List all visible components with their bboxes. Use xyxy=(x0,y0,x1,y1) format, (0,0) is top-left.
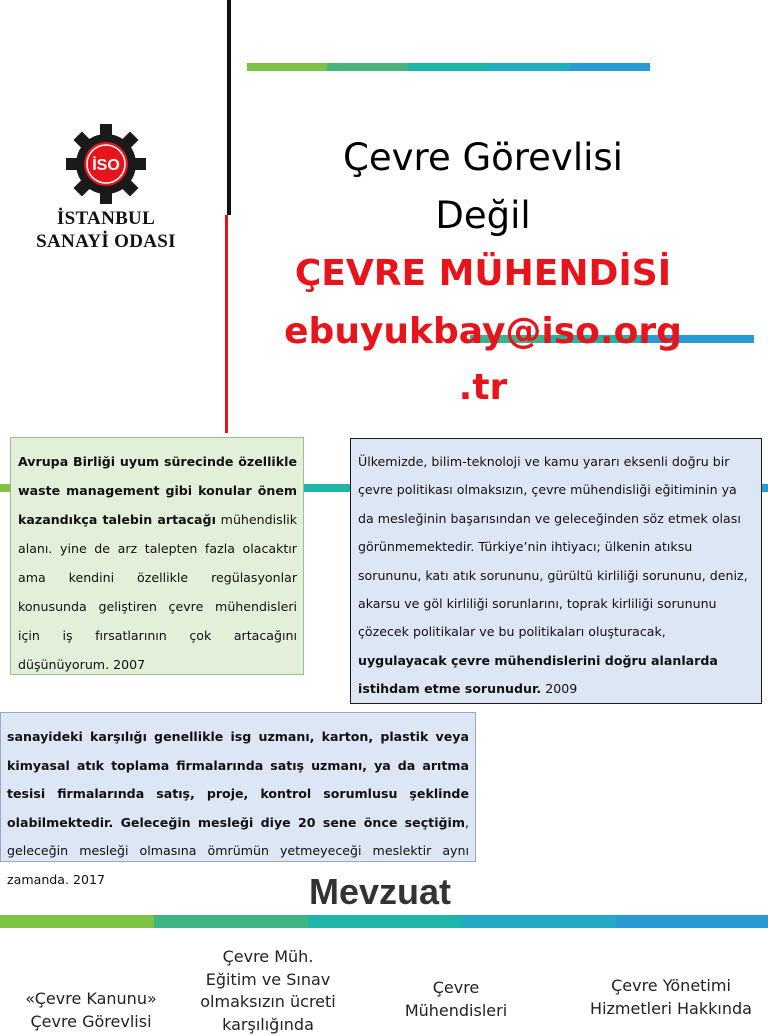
gear-logo-icon xyxy=(66,124,146,204)
quote-2009-year: 2009 xyxy=(541,681,578,697)
title-line-2: Değil xyxy=(435,194,531,237)
title-line-1: Çevre Görevlisi xyxy=(343,136,623,179)
logo-line-1: İSTANBUL xyxy=(56,208,156,229)
logo-emblem-text: İSO xyxy=(92,157,120,174)
quote-box-2009 xyxy=(350,438,762,704)
title-line-3: ÇEVRE MÜHENDİSİ xyxy=(294,253,672,294)
column-cevre-yonetimi: Çevre Yönetimi Hizmetleri Hakkında xyxy=(590,976,752,1018)
quote-2009-bold: uygulayacak çevre mühendislerini doğru alanlarda istihdam etme sorunudur. xyxy=(358,652,718,697)
quote-box-2017 xyxy=(0,712,476,887)
logo-line-2: SANAYİ ODASI xyxy=(36,231,176,252)
quote-2007-bold: Avrupa Birliği uyum sürecinde özellikle waste management gibi konular önem kazandıkça talebin artacağı xyxy=(18,454,297,527)
quote-box-2007 xyxy=(10,437,304,675)
quote-2009-text: Ülkemizde, bilim-teknoloji ve kamu yararı eksenli doğru bir çevre politikası olmaksızın, çevre mühendisliği eğitiminin ya da mesleğinin başarısından ve geleceğinden söz etmek olası görünmemektedir. Türkiye’nin ihtiyacı; ülkenin atıksu sorununu, katı atık sorununu, gürültü kirliliği sorununu, deniz, akarsu ve göl kirliliği sorunlarını, toprak kirliliği sorununu çözecek politikalar ve bu politikaları oluşturacak, xyxy=(358,454,748,640)
section-heading: Mevzuat xyxy=(308,871,452,912)
quote-2017-bold: sanayideki karşılığı genellikle isg uzmanı, karton, plastik veya kimyasal atık toplama firmalarında satış uzmanı, ya da arıtma tesisi firmalarında satış, proje, kontrol sorumlusu şeklinde olabilmektedir. Geleceğin mesleği diye 20 sene önce seçtiğim xyxy=(7,729,469,830)
column-cevre-kanunu: «Çevre Kanunu» Çevre Görevlisi xyxy=(25,989,157,1031)
quote-2007-text: mühendislik alanı. yine de arz talepten fazla olacaktır ama kendini özellikle regülasyonlar konusunda geliştiren çevre mühendisleri için iş fırsatlarının çok artacağını düşünüyorum. 2007 xyxy=(18,512,297,672)
divider-vertical-black xyxy=(227,0,231,215)
divider-vertical-red xyxy=(225,215,228,433)
title-email-tld: .tr xyxy=(458,367,508,408)
quote-2017-text: , geleceğin mesleği olmasına ömrümün yetmeyeceği meslektir aynı zamanda. 2017 xyxy=(7,814,469,887)
title-email[interactable]: ebuyukbay@iso.org xyxy=(284,311,682,352)
column-cevre-muhendisleri: Çevre Mühendisleri xyxy=(404,978,508,1020)
column-cevre-muh-egitim: Çevre Müh. Eğitim ve Sınav olmaksızın ücreti karşılığında xyxy=(200,947,336,1034)
